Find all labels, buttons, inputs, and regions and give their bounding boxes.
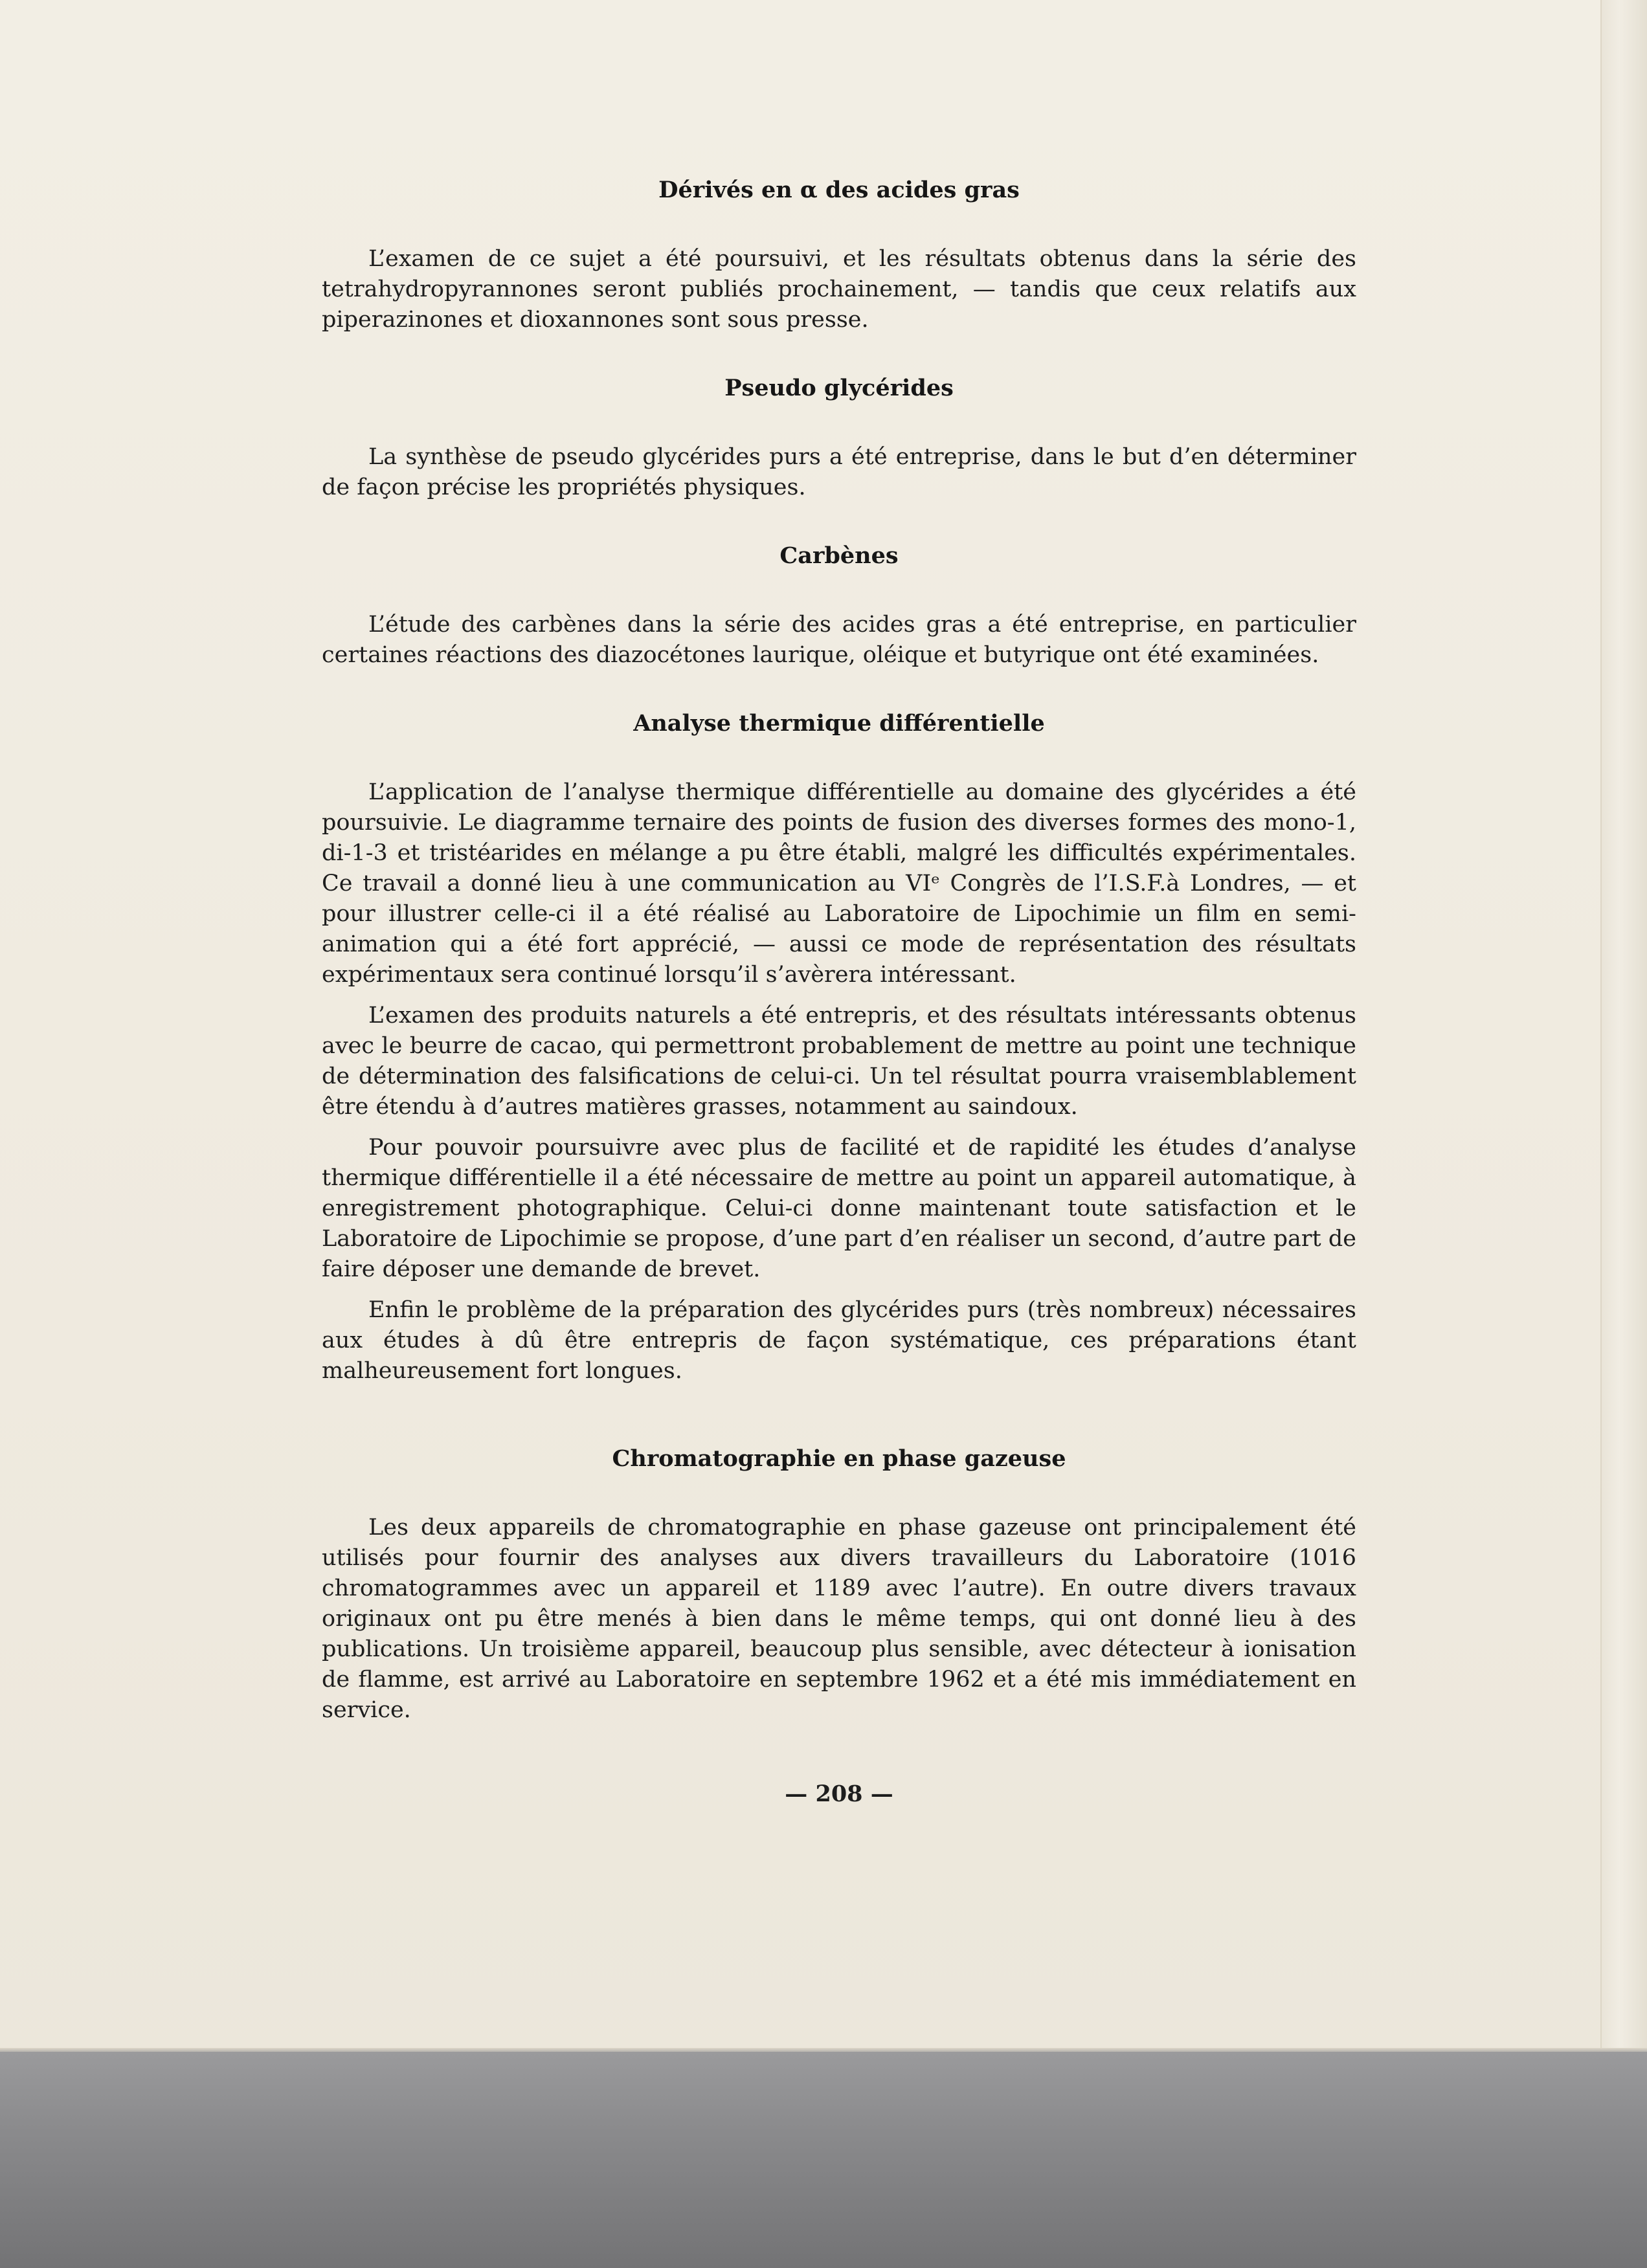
section-paragraph: L’examen de ce sujet a été poursuivi, et les résultats obtenus dans la série des tetrahydropyrannones seront publiés prochainement, — tandis que ceux relatifs aux piperazinones et dioxannones sont sous presse. — [322, 246, 1356, 333]
section-heading: Chromatographie en phase gazeuse — [612, 1445, 1066, 1472]
page-edge-right — [1600, 0, 1647, 2052]
section-carbenes — [322, 540, 1356, 671]
section-heading: Carbènes — [779, 542, 899, 569]
section-derives-alpha — [322, 175, 1356, 335]
section-pseudo-glycerides — [322, 373, 1356, 503]
section-analyse-thermique — [322, 708, 1356, 1386]
section-paragraph: L’étude des carbènes dans la série des acides gras a été entreprise, en particulier certaines réactions des diazocétones laurique, oléique et butyrique ont été examinées. — [322, 612, 1356, 668]
section-chromatographie — [322, 1443, 1356, 1726]
section-paragraph: Les deux appareils de chromatographie en phase gazeuse ont principalement été utilisés pour fournir des analyses aux divers travailleurs du Laboratoire (1016 chromatogrammes avec un appareil et 1189 avec l’autre). En outre divers travaux originaux ont pu être menés à bien dans le même temps, qui ont donné lieu à des publications. Un troisième appareil, beaucoup plus sensible, avec détecteur à ionisation de flamme, est arrivé au Laboratoire en septembre 1962 et a été mis immédiatement en service. — [322, 1515, 1356, 1723]
document-page — [322, 175, 1356, 1807]
section-heading: Dérivés en α des acides gras — [658, 177, 1020, 203]
section-heading: Pseudo glycérides — [724, 375, 954, 401]
section-paragraph: La synthèse de pseudo glycérides purs a été entreprise, dans le but d’en déterminer de façon précise les propriétés physiques. — [322, 444, 1356, 500]
section-paragraph: Enfin le problème de la préparation des glycérides purs (très nombreux) nécessaires aux études à dû être entrepris de façon systématique, ces préparations étant malheureusement fort longues. — [322, 1297, 1356, 1384]
section-paragraph: L’application de l’analyse thermique différentielle au domaine des glycérides a été poursuivie. Le diagramme ternaire des points de fusion des diverses formes des mono-1, di-1-3 et tristéarides en mélange a pu être établi, malgré les difficultés expérimentales. Ce travail a donné lieu à une communication au VIᵉ Congrès de l’I.S.F.à Londres, — et pour illustrer celle-ci il a été réalisé au Laboratoire de Lipochimie un film en semi-animation qui a été fort apprécié, — aussi ce mode de représentation des résultats expérimentaux sera continué lorsqu’il s’avèrera intéressant. — [322, 779, 1356, 988]
section-paragraph: L’examen des produits naturels a été entrepris, et des résultats intéressants obtenus avec le beurre de cacao, qui permettront probablement de mettre au point une technique de détermination des falsifications de celui-ci. Un tel résultat pourra vraisemblablement être étendu à d’autres matières grasses, notamment au saindoux. — [322, 1003, 1356, 1120]
page-number: — 208 — — [785, 1781, 893, 1807]
section-heading: Analyse thermique différentielle — [633, 710, 1045, 737]
section-paragraph: Pour pouvoir poursuivre avec plus de facilité et de rapidité les études d’analyse thermique différentielle il a été nécessaire de mettre au point un appareil automatique, à enregistrement photographique. Celui-ci donne maintenant toute satisfaction et le Laboratoire de Lipochimie se propose, d’une part d’en réaliser un second, d’autre part de faire déposer une demande de brevet. — [322, 1135, 1356, 1282]
scanner-background — [0, 2052, 1647, 2268]
